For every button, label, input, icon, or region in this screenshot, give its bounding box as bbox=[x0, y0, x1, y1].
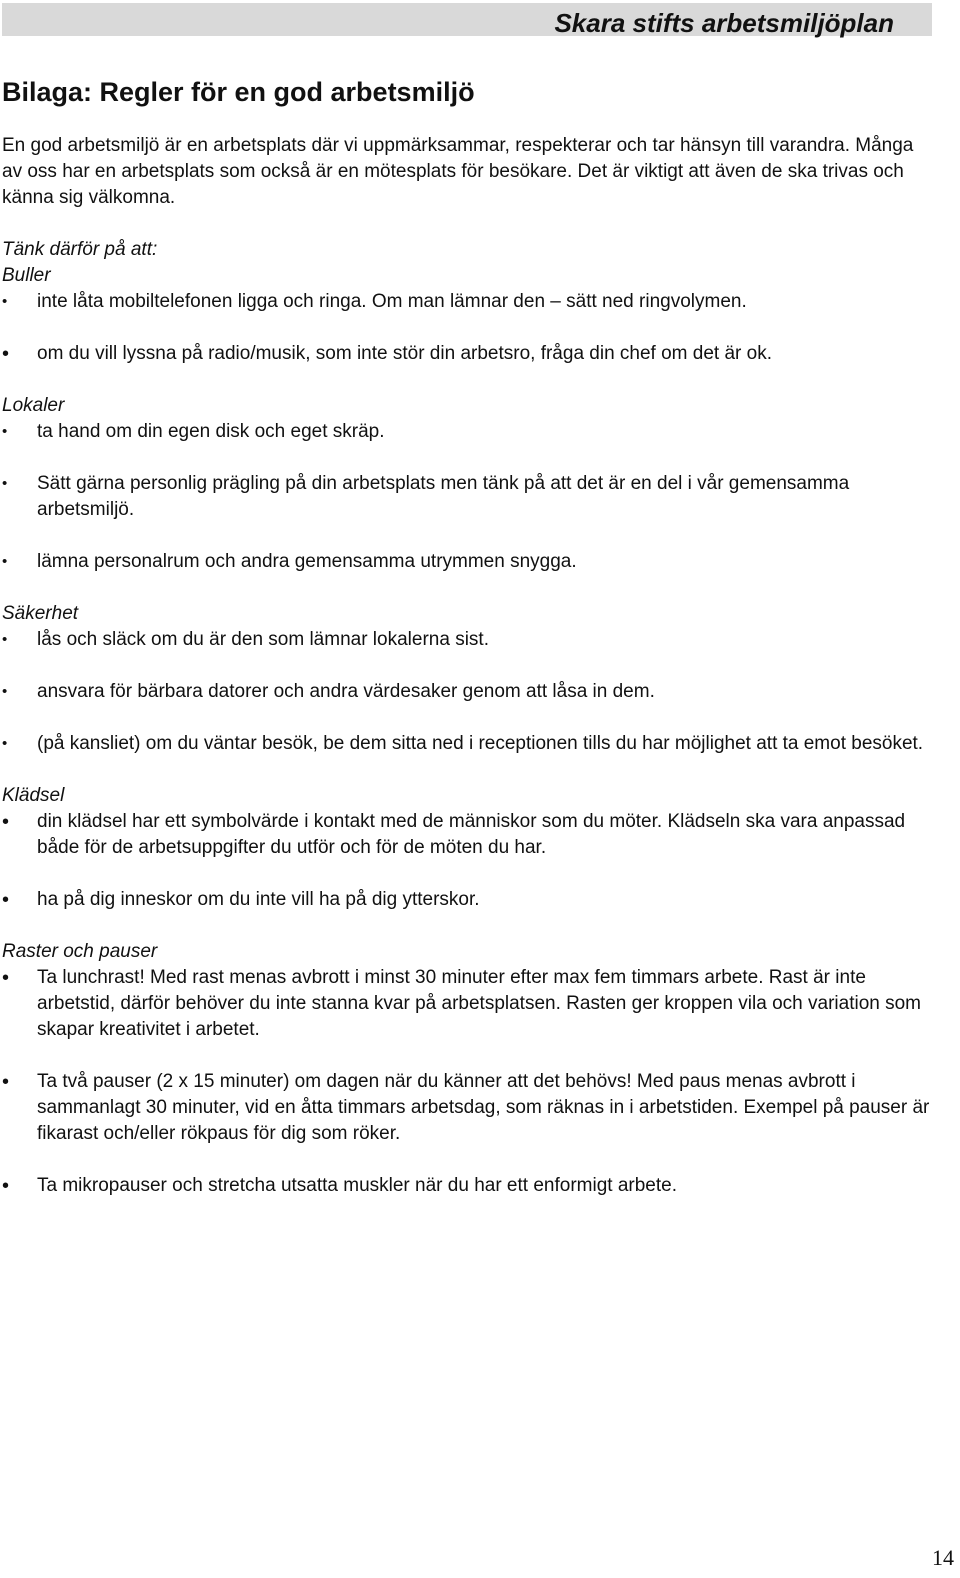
bullet-icon: • bbox=[2, 811, 10, 833]
section-heading-raster-och-pauser: Raster och pauser bbox=[2, 941, 158, 962]
list-item-text: lås och släck om du är den som lämnar lokalerna sist. bbox=[37, 629, 489, 650]
section-heading-lokaler: Lokaler bbox=[2, 395, 65, 416]
list-item-text: ansvara för bärbara datorer och andra värdesaker genom att låsa in dem. bbox=[37, 681, 655, 702]
bullet-icon: • bbox=[2, 735, 8, 752]
bullet-icon: • bbox=[2, 631, 8, 648]
list-item bbox=[2, 549, 932, 575]
list-item-text: om du vill lyssna på radio/musik, som inte stör din arbetsro, fråga din chef om det är ok. bbox=[37, 343, 772, 364]
page-number: 14 bbox=[932, 1545, 954, 1570]
section-list-buller bbox=[2, 289, 932, 367]
page-title: Bilaga: Regler för en god arbetsmiljö bbox=[2, 77, 475, 107]
list-item-text: inte låta mobiltelefonen ligga och ringa. Om man lämnar den – sätt ned ringvolymen. bbox=[37, 291, 747, 312]
list-item-text: Ta mikropauser och stretcha utsatta muskler när du har ett enformigt arbete. bbox=[37, 1175, 677, 1196]
bullet-icon: • bbox=[2, 553, 8, 570]
bullet-icon: • bbox=[2, 423, 8, 440]
list-item bbox=[2, 419, 932, 445]
list-item bbox=[2, 627, 932, 653]
intro-paragraph: En god arbetsmiljö är en arbetsplats där vi uppmärksammar, respekterar och tar hänsyn till varandra. Många av oss har en arbetsplats som också är en mötesplats för besökare. Det är viktigt att även de ska trivas och känna sig välkomna. bbox=[2, 135, 914, 208]
list-item-text: Sätt gärna personlig prägling på din arbetsplats men tänk på att det är en del i vår gemensamma arbetsmiljö. bbox=[37, 473, 850, 520]
section-list-raster-och-pauser bbox=[2, 965, 932, 1199]
list-item-text: lämna personalrum och andra gemensamma utrymmen snygga. bbox=[37, 551, 577, 572]
list-item bbox=[2, 679, 932, 705]
section-list-sakerhet bbox=[2, 627, 932, 757]
list-item bbox=[2, 1069, 932, 1147]
header-bar bbox=[2, 3, 932, 36]
list-item-text: Ta två pauser (2 x 15 minuter) om dagen när du känner att det behövs! Med paus menas avbrott i sammanlagt 30 minuter, vid en åtta timmars arbetsdag, som räknas in i arbetstiden. Exempel på pauser är fikarast och/eller rökpaus för dig som röker. bbox=[37, 1071, 930, 1144]
list-item-text: ha på dig inneskor om du inte vill ha på dig ytterskor. bbox=[37, 889, 480, 910]
bullet-icon: • bbox=[2, 475, 8, 492]
section-heading-kladsel: Klädsel bbox=[2, 785, 65, 806]
list-item-text: Ta lunchrast! Med rast menas avbrott i minst 30 minuter efter max fem timmars arbete. Rast är inte arbetstid, därför behöver du inte stanna kvar på arbetsplatsen. Rasten ger kroppen vila och variation som skapar kreativitet i arbetet. bbox=[37, 967, 922, 1040]
list-item bbox=[2, 887, 932, 913]
bullet-icon: • bbox=[2, 967, 10, 989]
bullet-icon: • bbox=[2, 1175, 10, 1197]
bullet-icon: • bbox=[2, 889, 10, 911]
header-title: Skara stifts arbetsmiljöplan bbox=[554, 8, 894, 38]
bullet-icon: • bbox=[2, 1071, 10, 1093]
list-item bbox=[2, 809, 932, 861]
list-item bbox=[2, 965, 932, 1043]
list-item bbox=[2, 731, 932, 757]
list-item-text: ta hand om din egen disk och eget skräp. bbox=[37, 421, 385, 442]
bullet-icon: • bbox=[2, 343, 10, 365]
list-item bbox=[2, 471, 932, 523]
bullet-icon: • bbox=[2, 683, 8, 700]
section-heading-buller: Buller bbox=[2, 265, 51, 286]
list-item bbox=[2, 1173, 932, 1199]
section-heading-sakerhet: Säkerhet bbox=[2, 603, 79, 624]
section-list-lokaler bbox=[2, 419, 932, 575]
lead-text: Tänk därför på att: bbox=[2, 239, 158, 260]
document-body bbox=[2, 133, 932, 1199]
list-item-text: (på kansliet) om du väntar besök, be dem sitta ned i receptionen tills du har möjlighet att ta emot besöket. bbox=[37, 733, 924, 754]
list-item bbox=[2, 341, 932, 367]
list-item bbox=[2, 289, 932, 315]
section-list-kladsel bbox=[2, 809, 932, 913]
bullet-icon: • bbox=[2, 293, 8, 310]
list-item-text: din klädsel har ett symbolvärde i kontakt med de människor som du möter. Klädseln ska vara anpassad både för de arbetsuppgifter du utför och för de möten du har. bbox=[37, 811, 906, 858]
